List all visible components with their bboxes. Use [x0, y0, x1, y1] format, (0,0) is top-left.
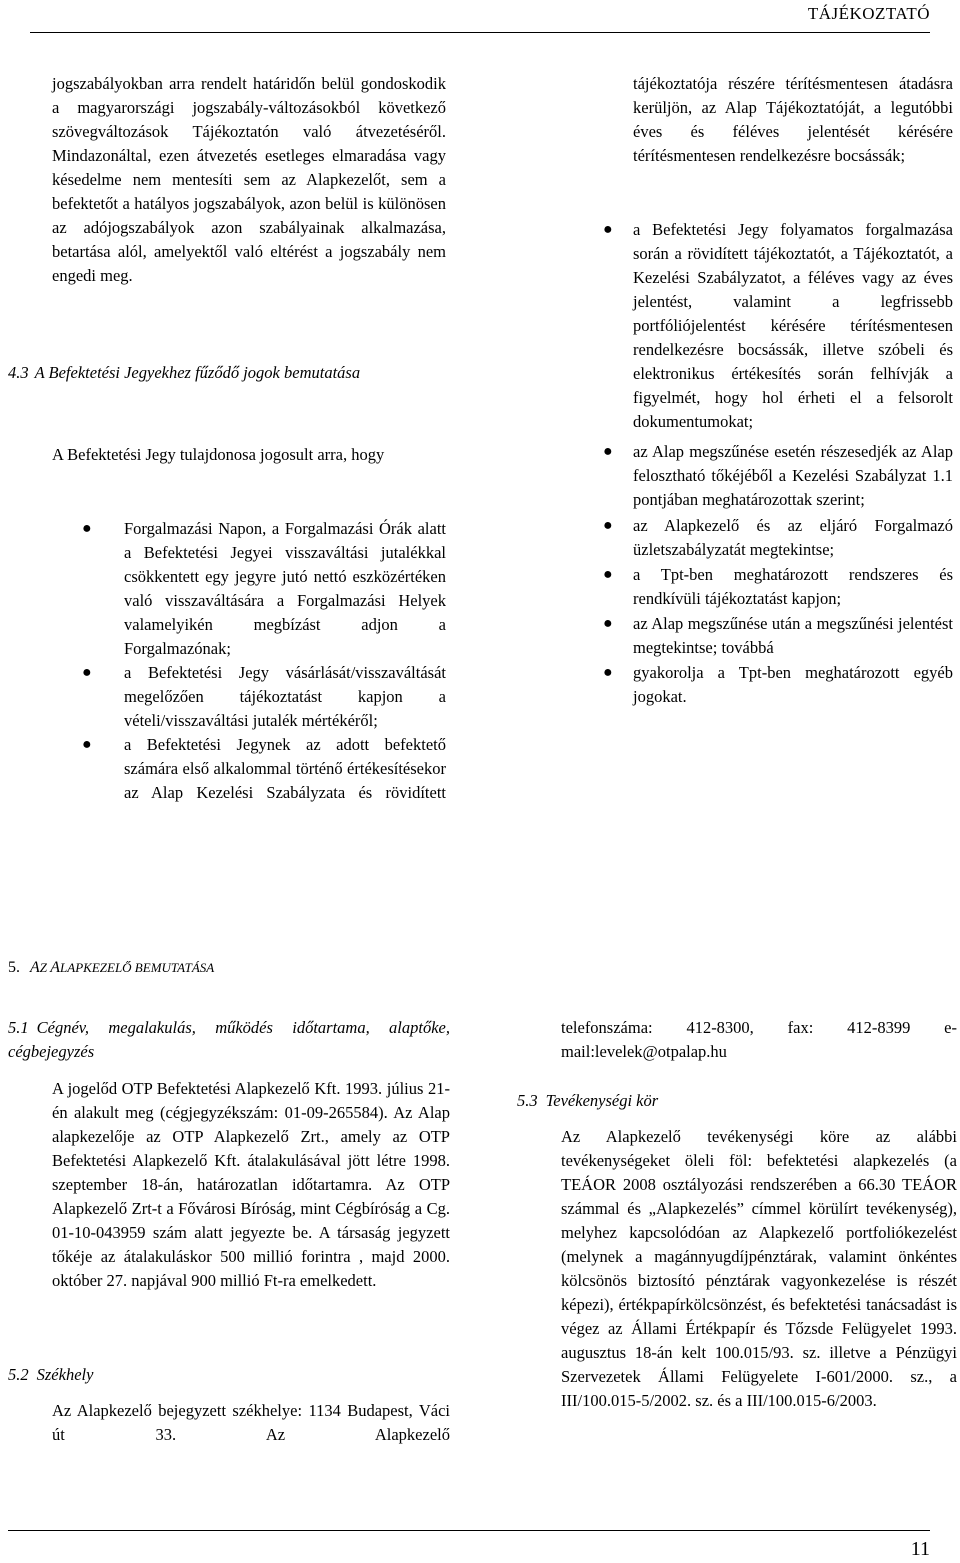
- list-item: [603, 218, 953, 434]
- bullet-icon: ●: [603, 615, 613, 632]
- heading-4-3-number: 4.3: [8, 363, 29, 382]
- page-number: 11: [910, 1538, 930, 1560]
- heading-5-2-text: Székhely: [36, 1365, 94, 1384]
- list-item: [603, 612, 953, 660]
- bullet-text: az Alap megszűnése után a megszűnési jelentést megtekintse; továbbá: [633, 614, 953, 657]
- bullet-text: a Befektetési Jegy vásárlását/visszaváltását megelőzően tájékoztatást kapjon a vételi/visszaváltási jutalék mértékéről;: [124, 663, 446, 730]
- header-title: TÁJÉKOZTATÓ: [807, 4, 930, 23]
- list-item: [603, 563, 953, 611]
- bullet-text: a Befektetési Jegynek az adott befektető számára első alkalommal történő értékesítésekor az Alap Kezelési Szabályzata és rövidített: [124, 735, 446, 802]
- paragraph-5-1: [52, 1077, 450, 1293]
- bullet-text: a Befektetési Jegy folyamatos forgalmazása során a rövidített tájékoztatót, a Tájékoztatót, a Kezelési Szabályzatot, a féléves vagy az éves jelentést, valamint a legfrissebb portfóliójelentést kérésére térítésmentesen rendelkezésre bocsássák, illetve szóbeli és elektronikus értékesítés során felhívják a figyelmét, hogy hol érheti el a felsorolt dokumentumokat;: [633, 220, 953, 431]
- bullet-icon: ●: [82, 736, 92, 753]
- list-item: [603, 440, 953, 512]
- bullet-text: gyakorolja a Tpt-ben meghatározott egyéb jogokat.: [633, 663, 953, 706]
- bullet-icon: ●: [603, 566, 613, 583]
- bullet-icon: ●: [82, 664, 92, 681]
- section-5-title-d: LAPKEZELŐ BEMUTATÁSA: [60, 960, 215, 975]
- rights-intro: [52, 443, 446, 467]
- left-top-column: [52, 72, 446, 288]
- bullet-icon: ●: [603, 221, 613, 238]
- heading-5-3-text: Tevékenységi kör: [545, 1091, 659, 1110]
- bullet-icon: ●: [603, 443, 613, 460]
- heading-5-1-text: Cégnév, megalakulás, működés időtartama, alaptőke, cégbejegyzés: [8, 1018, 450, 1061]
- paragraph-5-1-text: A jogelőd OTP Befektetési Alapkezelő Kft. 1993. július 21-én alakult meg (cégjegyzékszám: 01-09-265584). Az Alap alapkezelője az OTP Alapkezelő Zrt., amely az OTP Befektetési Alapkezelő Kft. átalakulásával jött létre 1998. szeptember 18-án, határozatlan időtartamra. Az OTP Alapkezelő Zrt-t a Fővárosi Bíróság, mint Cégbíróság a Cg. 01-10-043959 szám alatt jegyezte be. A társaság jegyzett tőkéje az átalakuláskor 500 millió forintra , majd 2000. október 27. napjával 900 millió Ft-ra emelkedett.: [52, 1079, 450, 1290]
- list-item: [52, 733, 446, 805]
- heading-5-3: [517, 1089, 957, 1113]
- contact-block: [561, 1016, 957, 1064]
- bullet-text: Forgalmazási Napon, a Forgalmazási Órák alatt a Befektetési Jegyei visszaváltási jutalékkal csökkentett egy jegyre jutó nettó eszközértéken való visszaváltására a Forgalmazási Helyek valamelyikén megbízást adjon a Forgalmazónak;: [124, 519, 446, 658]
- heading-5-2-number: 5.2: [8, 1365, 29, 1384]
- list-item: [603, 514, 953, 562]
- section-5-heading: [8, 956, 214, 980]
- rights-intro-text: A Befektetési Jegy tulajdonosa jogosult arra, hogy: [52, 445, 385, 464]
- paragraph-5-3: [561, 1125, 957, 1413]
- continuation-text: tájékoztatója részére térítésmentesen átadásra kerüljön, az Alap Tájékoztatóját, a legutóbbi éves és féléves jelentését kérésére térítésmentesen rendelkezésre bocsássák;: [633, 74, 953, 165]
- heading-4-3: [8, 361, 446, 385]
- paragraph-5-3-text: Az Alapkezelő tevékenységi köre az alábbi tevékenységeket öleli föl: befektetési alapkezelés (a TEÁOR 2008 osztályozási rendszerében a 66.30 TEÁOR számmal és „Alapkezelés” címmel körülírt tevékenység), melyhez kapcsolódóan az Alapkezelő portfoliókezelést (melynek a magánnyugdíjpénztárak, valamint önkéntes kölcsönös biztosító pénztárak vagyonkezelése is részét képezi), értékpapírkölcsönzést, és befektetési tanácsadást is végez az Állami Értékpapír és Tőzsde Felügyelet 1993. augusztus 18-án kelt 100.015/93. sz. illetve a Pénzügyi Szervezetek Állami Felügyelete I-601/2000. sz., a III/100.015-5/2002. sz. és a III/100.015-6/2003.: [561, 1127, 957, 1410]
- rights-list-left: [52, 517, 446, 805]
- paragraph-5-2: [52, 1399, 450, 1447]
- list-item: [52, 517, 446, 661]
- bullet-icon: ●: [82, 520, 92, 537]
- list-item: [52, 661, 446, 733]
- list-item: [603, 661, 953, 709]
- bullet-text: az Alap megszűnése esetén részesedjék az Alap felosztható tőkéjéből a Kezelési Szabályzat 1.1 pontjában meghatározottak szerint;: [633, 442, 953, 509]
- footer-rule: [8, 1530, 930, 1531]
- section-5-title-c: A: [50, 959, 61, 976]
- heading-5-3-number: 5.3: [517, 1091, 538, 1110]
- section-5-number: 5.: [8, 959, 20, 976]
- intro-paragraph: jogszabályokban arra rendelt határidőn belül gondoskodik a magyarországi jogszabály-változásokból következő szövegváltozások Tájékoztatón való átvezetéséről. Mindazonáltal, ezen átvezetés esetleges elmaradása vagy késedelme nem mentesíti sem az Alapkezelőt, sem a befektetőt a hatályos jogszabályok, azon belül is különösen az adójogszabályok azon szabályainak alkalmazása, betartása alól, amelyektől való eltérést a jogszabály nem engedi meg.: [52, 74, 446, 285]
- heading-5-2: [8, 1363, 450, 1387]
- page-header: [0, 0, 960, 40]
- header-rule: [30, 32, 930, 33]
- right-top-continuation: [633, 72, 953, 168]
- heading-5-1-number: 5.1: [8, 1018, 29, 1037]
- heading-5-1: [8, 1016, 450, 1064]
- section-5-title-b: Z: [39, 960, 51, 975]
- bullet-text: az Alapkezelő és az eljáró Forgalmazó üzletszabályzatát megtekintse;: [633, 516, 953, 559]
- bullet-text: a Tpt-ben meghatározott rendszeres és rendkívüli tájékoztatást kapjon;: [633, 565, 953, 608]
- bullet-icon: ●: [603, 517, 613, 534]
- heading-4-3-text: A Befektetési Jegyekhez fűződő jogok bemutatása: [34, 363, 361, 382]
- rights-list-right: [603, 218, 953, 709]
- paragraph-5-2-text: Az Alapkezelő bejegyzett székhelye: 1134 Budapest, Váci út 33. Az Alapkezelő: [52, 1401, 450, 1444]
- section-5-title-a: A: [30, 959, 40, 976]
- contact-text: telefonszáma: 412-8300, fax: 412-8399 e-mail:levelek@otpalap.hu: [561, 1018, 957, 1061]
- bullet-icon: ●: [603, 664, 613, 681]
